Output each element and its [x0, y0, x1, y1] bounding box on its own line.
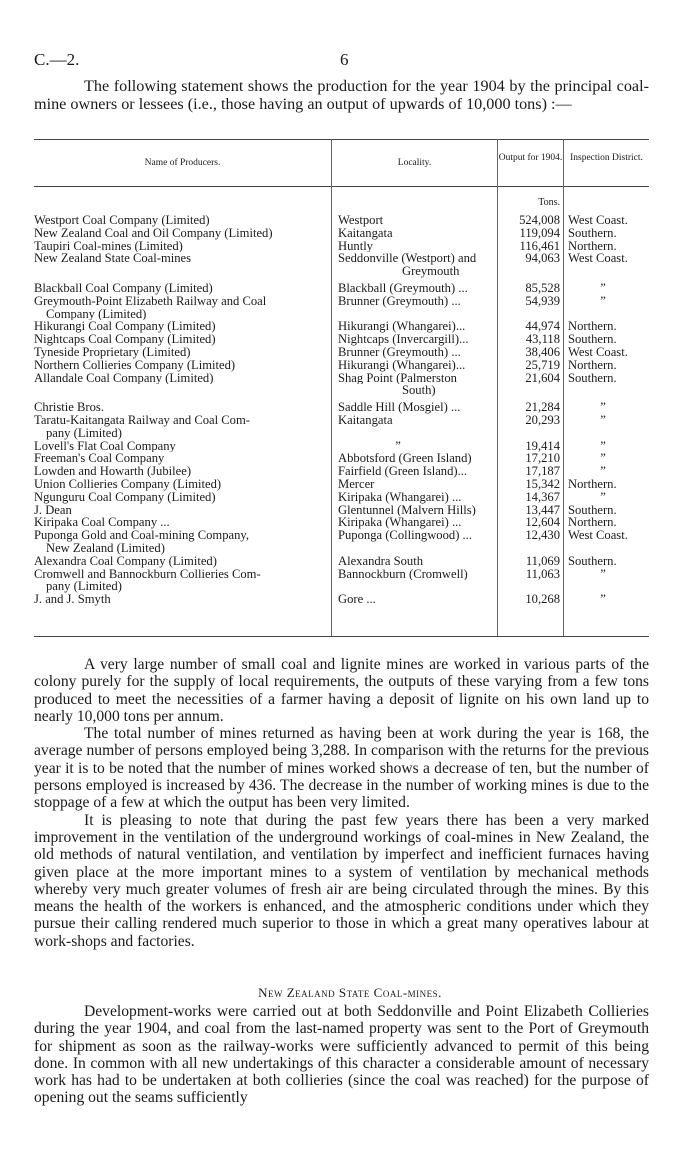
locality: Brunner (Greymouth) ...: [338, 294, 461, 308]
section-heading: New Zealand State Coal-mines.: [258, 985, 442, 1000]
locality: ”: [395, 439, 401, 453]
producer-name: Christie Bros.: [34, 401, 104, 414]
inspection-district: Northern.: [568, 319, 617, 334]
producer-name: Lowden and Howarth (Jubilee): [34, 465, 192, 478]
locality: Glentunnel (Malvern Hills): [338, 503, 476, 517]
locality: Hikurangi (Whangarei)...: [338, 358, 466, 372]
intro-paragraph: The following statement shows the production for the year 1904 by the principal coal-mine owners or lessees (i.e., those having an output of upwards of 10,000 tons) :—: [34, 77, 649, 113]
section-body: [34, 1003, 649, 1107]
output-tons: 11,063: [525, 566, 560, 581]
output-tons: 14,367: [525, 489, 560, 504]
inspection-district: ”: [600, 293, 606, 308]
locality: Alexandra South: [338, 554, 423, 568]
producer-name: J. Dean: [34, 503, 72, 517]
column-header-producers: Name of Producers.: [144, 158, 221, 168]
output-tons: 119,094: [519, 225, 560, 240]
inspection-district: West Coast.: [568, 213, 628, 227]
output-tons: 85,528: [525, 280, 560, 295]
output-tons: 17,187: [525, 464, 560, 479]
column-header-output: Output for 1904.: [498, 153, 563, 163]
inspection-district: Northern.: [568, 476, 617, 491]
inspection-district: ”: [600, 464, 606, 479]
column-header-locality: Locality.: [397, 158, 432, 168]
output-tons: 13,447: [525, 502, 560, 517]
inspection-district: ”: [600, 438, 606, 453]
paragraph: It is pleasing to note that during the past few years there has been a very marked improvement in the ventilation of the underground workings of coal-mines in New Zealand, the old methods of natural ventilation, and ventilation by imperfect and inefficient furnaces having given place at the more important mines to a system of ventilation by mechanical methods whereby very much greater volumes of fresh air are being circulated through the mines. By this means the health of the workers is enhanced, and the atmospheric conditions under which they pursue their calling rendered much superior to those in which a great many operatives labour at work-shops and factories.: [34, 811, 649, 950]
producer-name: J. and J. Smyth: [34, 593, 111, 606]
locality: Fairfield (Green Island)...: [338, 465, 468, 478]
production-table: [34, 197, 649, 606]
document-reference: C.—2.: [34, 50, 80, 69]
producer-name: Ngunguru Coal Company (Limited): [34, 490, 216, 504]
table-row: [34, 252, 649, 278]
producer-name: Blackball Coal Company (Limited): [34, 281, 213, 295]
output-tons: 10,268: [525, 592, 560, 607]
producer-name: New Zealand State Coal-mines: [34, 252, 192, 266]
inspection-district: Northern.: [568, 357, 617, 372]
output-tons: 524,008: [519, 213, 560, 227]
locality: Brunner (Greymouth) ...: [338, 345, 461, 359]
table-header-rule: [34, 186, 649, 187]
locality-cont: Greymouth: [402, 265, 460, 278]
locality: Gore ...: [338, 593, 376, 606]
producer-name: Greymouth-Point Elizabeth Railway and Coal: [34, 294, 267, 308]
producer-name: Nightcaps Coal Company (Limited): [34, 333, 216, 346]
producer-name: Taupiri Coal-mines (Limited): [34, 239, 183, 253]
producer-name: Westport Coal Company (Limited): [34, 214, 210, 227]
inspection-district: West Coast.: [568, 528, 628, 543]
output-tons: 94,063: [525, 251, 560, 266]
table-row: [34, 491, 649, 504]
output-tons: 11,069: [525, 553, 560, 568]
locality: Shag Point (Palmerston: [338, 371, 457, 385]
inspection-district: Northern.: [568, 515, 617, 530]
locality: Hikurangi (Whangarei)...: [338, 320, 466, 334]
paragraph: A very large number of small coal and lignite mines are worked in various parts of the colony purely for the supply of local requirements, the outputs of these varying from a few tons produced to meet the necessities of a farmer having a deposit of lignite on his own land up to nearly 10,000 tons per annum.: [34, 656, 649, 725]
inspection-district: Southern.: [568, 553, 617, 568]
locality-cont: South): [402, 384, 436, 398]
locality: Kiripaka (Whangarei) ...: [338, 490, 462, 504]
inspection-district: West Coast.: [568, 344, 628, 359]
inspection-district: Southern.: [568, 370, 617, 385]
producer-name: Northern Collieries Company (Limited): [34, 358, 236, 372]
producer-name-cont: Company (Limited): [46, 307, 147, 321]
producer-name: Freeman's Coal Company: [34, 452, 165, 466]
locality: Kaitangata: [338, 226, 393, 240]
table-row: [34, 478, 649, 491]
locality: Bannockburn (Cromwell): [338, 567, 468, 581]
locality: Mercer: [338, 477, 375, 491]
producer-name: Allandale Coal Company (Limited): [34, 371, 214, 385]
producer-name: Cromwell and Bannockburn Collieries Com-: [34, 567, 261, 581]
producer-name: Alexandra Coal Company (Limited): [34, 554, 217, 568]
paragraph: Development-works were carried out at both Seddonville and Point Elizabeth Collieries during the year 1904, and coal from the last-named property was sent to the Port of Greymouth for shipment as soon as the railway-works were sufficiently advanced to permit of this being done. In common with all new undertakings of this character a considerable amount of necessary work has had to be undertaken at both collieries (since the coal was reached) for the purpose of opening out the seams sufficiently: [34, 1003, 649, 1107]
locality: Kiripaka (Whangarei) ...: [338, 516, 462, 530]
locality: Nightcaps (Invercargill)...: [338, 333, 469, 346]
table-bottom-rule: [34, 636, 649, 637]
output-tons: 38,406: [525, 344, 560, 359]
inspection-district: West Coast.: [568, 251, 628, 266]
locality: Saddle Hill (Mosgiel) ...: [338, 401, 461, 414]
inspection-district: ”: [600, 412, 606, 427]
page-number: 6: [340, 50, 349, 69]
table-row: [34, 227, 649, 240]
table-row: [34, 295, 649, 321]
table-row: [34, 214, 649, 227]
producer-name: Tyneside Proprietary (Limited): [34, 345, 191, 359]
table-row: [34, 568, 649, 594]
table-row: [34, 372, 649, 398]
output-tons: 15,342: [525, 476, 560, 491]
inspection-district: ”: [600, 400, 606, 415]
inspection-district: ”: [600, 489, 606, 504]
locality: Abbotsford (Green Island): [338, 452, 472, 466]
inspection-district: Southern.: [568, 332, 617, 347]
output-tons: 20,293: [525, 412, 560, 427]
table-top-rule: [34, 139, 649, 140]
inspection-district: Southern.: [568, 502, 617, 517]
output-tons: 54,939: [525, 293, 560, 308]
locality: Westport: [338, 214, 384, 227]
locality: Blackball (Greymouth) ...: [338, 281, 468, 295]
table-row: [34, 346, 649, 359]
output-tons: 12,604: [525, 515, 560, 530]
column-header-district: Inspection District.: [570, 153, 643, 163]
inspection-district: Southern.: [568, 225, 617, 240]
producer-name: Union Collieries Company (Limited): [34, 477, 222, 491]
table-row: [34, 529, 649, 555]
output-tons: 21,284: [525, 400, 560, 415]
output-tons: 25,719: [525, 357, 560, 372]
inspection-district: ”: [600, 451, 606, 466]
table-row: [34, 555, 649, 568]
inspection-district: ”: [600, 566, 606, 581]
producer-name: Kiripaka Coal Company ...: [34, 516, 170, 530]
output-tons: 44,974: [525, 319, 560, 334]
output-tons: 116,461: [519, 238, 560, 253]
units-label: Tons.: [538, 197, 560, 208]
producer-name: Hikurangi Coal Company (Limited): [34, 320, 216, 334]
inspection-district: Northern.: [568, 238, 617, 253]
inspection-district: ”: [600, 280, 606, 295]
output-tons: 21,604: [525, 370, 560, 385]
body-paragraphs: [34, 656, 649, 950]
output-tons: 17,210: [525, 451, 560, 466]
table-row: [34, 593, 649, 606]
table-row: [34, 359, 649, 372]
producer-name-cont: New Zealand (Limited): [46, 541, 165, 555]
locality: Seddonville (Westport) and: [338, 252, 477, 266]
table-row: [34, 414, 649, 440]
inspection-district: ”: [600, 592, 606, 607]
producer-name: New Zealand Coal and Oil Company (Limited): [34, 226, 273, 240]
producer-name: Puponga Gold and Coal-mining Company,: [34, 529, 250, 542]
output-tons: 43,118: [525, 332, 560, 347]
output-tons: 19,414: [525, 438, 560, 453]
locality: Kaitangata: [338, 413, 393, 427]
producer-name: Lovell's Flat Coal Company: [34, 439, 176, 453]
producer-name-cont: pany (Limited): [46, 426, 122, 440]
locality: Huntly: [338, 239, 373, 253]
locality: Puponga (Collingwood) ...: [338, 529, 472, 542]
producer-name-cont: pany (Limited): [46, 580, 122, 594]
producer-name: Taratu-Kaitangata Railway and Coal Com-: [34, 413, 250, 427]
table-row: [34, 282, 649, 295]
paragraph: The total number of mines returned as having been at work during the year is 168, the average number of persons employed being 3,288. In comparison with the returns for the previous year it is to be noted that the number of mines worked shows a decrease of ten, but the number of persons employed is increased by 436. The decrease in the number of working mines is due to the stoppage of a few at which the output has been very limited.: [34, 725, 649, 812]
output-tons: 12,430: [525, 528, 560, 543]
